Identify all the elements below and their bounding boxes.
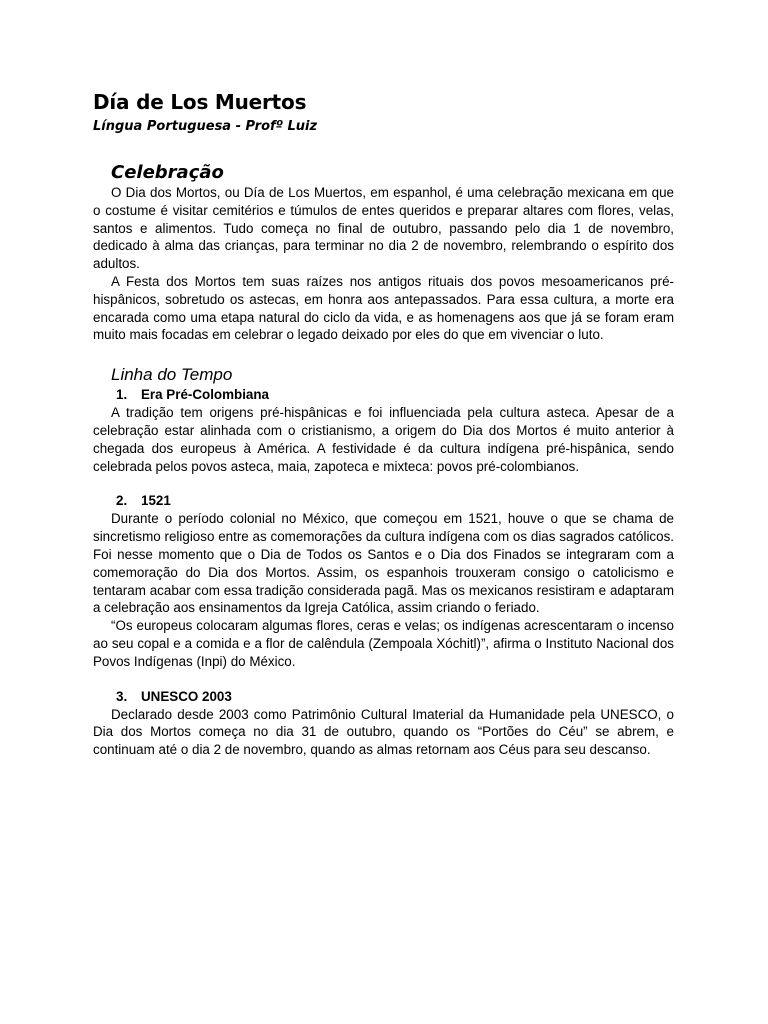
list-number: 3. xyxy=(116,688,128,704)
document-title: Día de Los Muertos xyxy=(93,90,307,114)
section-heading-celebracao: Celebração xyxy=(111,162,224,183)
quote-paragraph: “Os europeus colocaram algumas flores, ceras e velas; os indígenas acrescentaram o incenso ao seu copal e a comida e a flor de calêndula (Zempoala Xóchitl)”, afirma o Instituto Nacional dos Povos Indígenas (Inpi) do México. xyxy=(93,618,674,669)
timeline-item-title: Era Pré-Colombiana xyxy=(141,387,269,403)
timeline-item-title: UNESCO 2003 xyxy=(141,688,232,704)
spacer xyxy=(93,475,674,492)
timeline-item-heading xyxy=(116,386,674,404)
timeline-item-heading xyxy=(116,688,674,706)
section-heading-linha-do-tempo: Linha do Tempo xyxy=(111,365,233,385)
paragraph: O Dia dos Mortos, ou Día de Los Muertos, em espanhol, é uma celebração mexicana em que o costume é visitar cemitérios e túmulos de entes queridos e preparar altares com flores, velas, santos e alimentos. Tudo começa no final de outubro, passando pelo dia 1 de novembro, dedicado à alma das crianças, para terminar no dia 2 de novembro, relembrando o espírito dos adultos. xyxy=(93,185,674,272)
timeline-item-title: 1521 xyxy=(141,493,171,509)
spacer xyxy=(93,671,674,688)
paragraph: Durante o período colonial no México, que começou em 1521, houve o que se chama de sincretismo religioso entre as comemorações da cultura indígena com os dias sagrados católicos. Foi nesse momento que o Dia de Todos os Santos e o Dia dos Finados se integraram com a comemoração do Dia dos Mortos. Assim, os espanhois trouxeram consigo o catolicismo e tentaram acabar com essa tradição considerada pagã. Mas os mexicanos resistiram e adaptaram a celebração aos ensinamentos da Igreja Católica, assim criando o feriado. xyxy=(93,511,674,616)
paragraph: Declarado desde 2003 como Patrimônio Cultural Imaterial da Humanidade pela UNESCO, o Dia dos Mortos começa no dia 31 de outubro, quando os “Portões do Céu” se abrem, e continuam até o dia 2 de novembro, quando as almas retornam aos Céus para seu descanso. xyxy=(93,706,674,758)
list-number: 1. xyxy=(116,387,128,403)
list-number: 2. xyxy=(116,493,128,509)
paragraph: A Festa dos Mortos tem suas raízes nos antigos rituais dos povos mesoamericanos pré-hispânicos, sobretudo os astecas, em honra aos antepassados. Para essa cultura, a morte era encarada como uma etapa natural do ciclo da vida, e as homenagens aos que já se foram eram muito mais focadas em celebrar o legado deixado por eles do que em vivenciar o luto. xyxy=(93,273,674,343)
document-subtitle: Língua Portuguesa - Profº Luiz xyxy=(93,119,318,134)
paragraph: A tradição tem origens pré-hispânicas e foi influenciada pela cultura asteca. Apesar de a celebração estar alinhada com o cristianismo, a origem do Dia dos Mortos é muito anterior à chegada dos europeus à América. A festividade é da cultura indígena pré-hispânica, sendo celebrada pelos povos asteca, maia, zapoteca e mixteca: povos pré-colombianos. xyxy=(93,405,674,474)
document-content xyxy=(93,88,674,759)
timeline-item-heading xyxy=(116,492,674,510)
